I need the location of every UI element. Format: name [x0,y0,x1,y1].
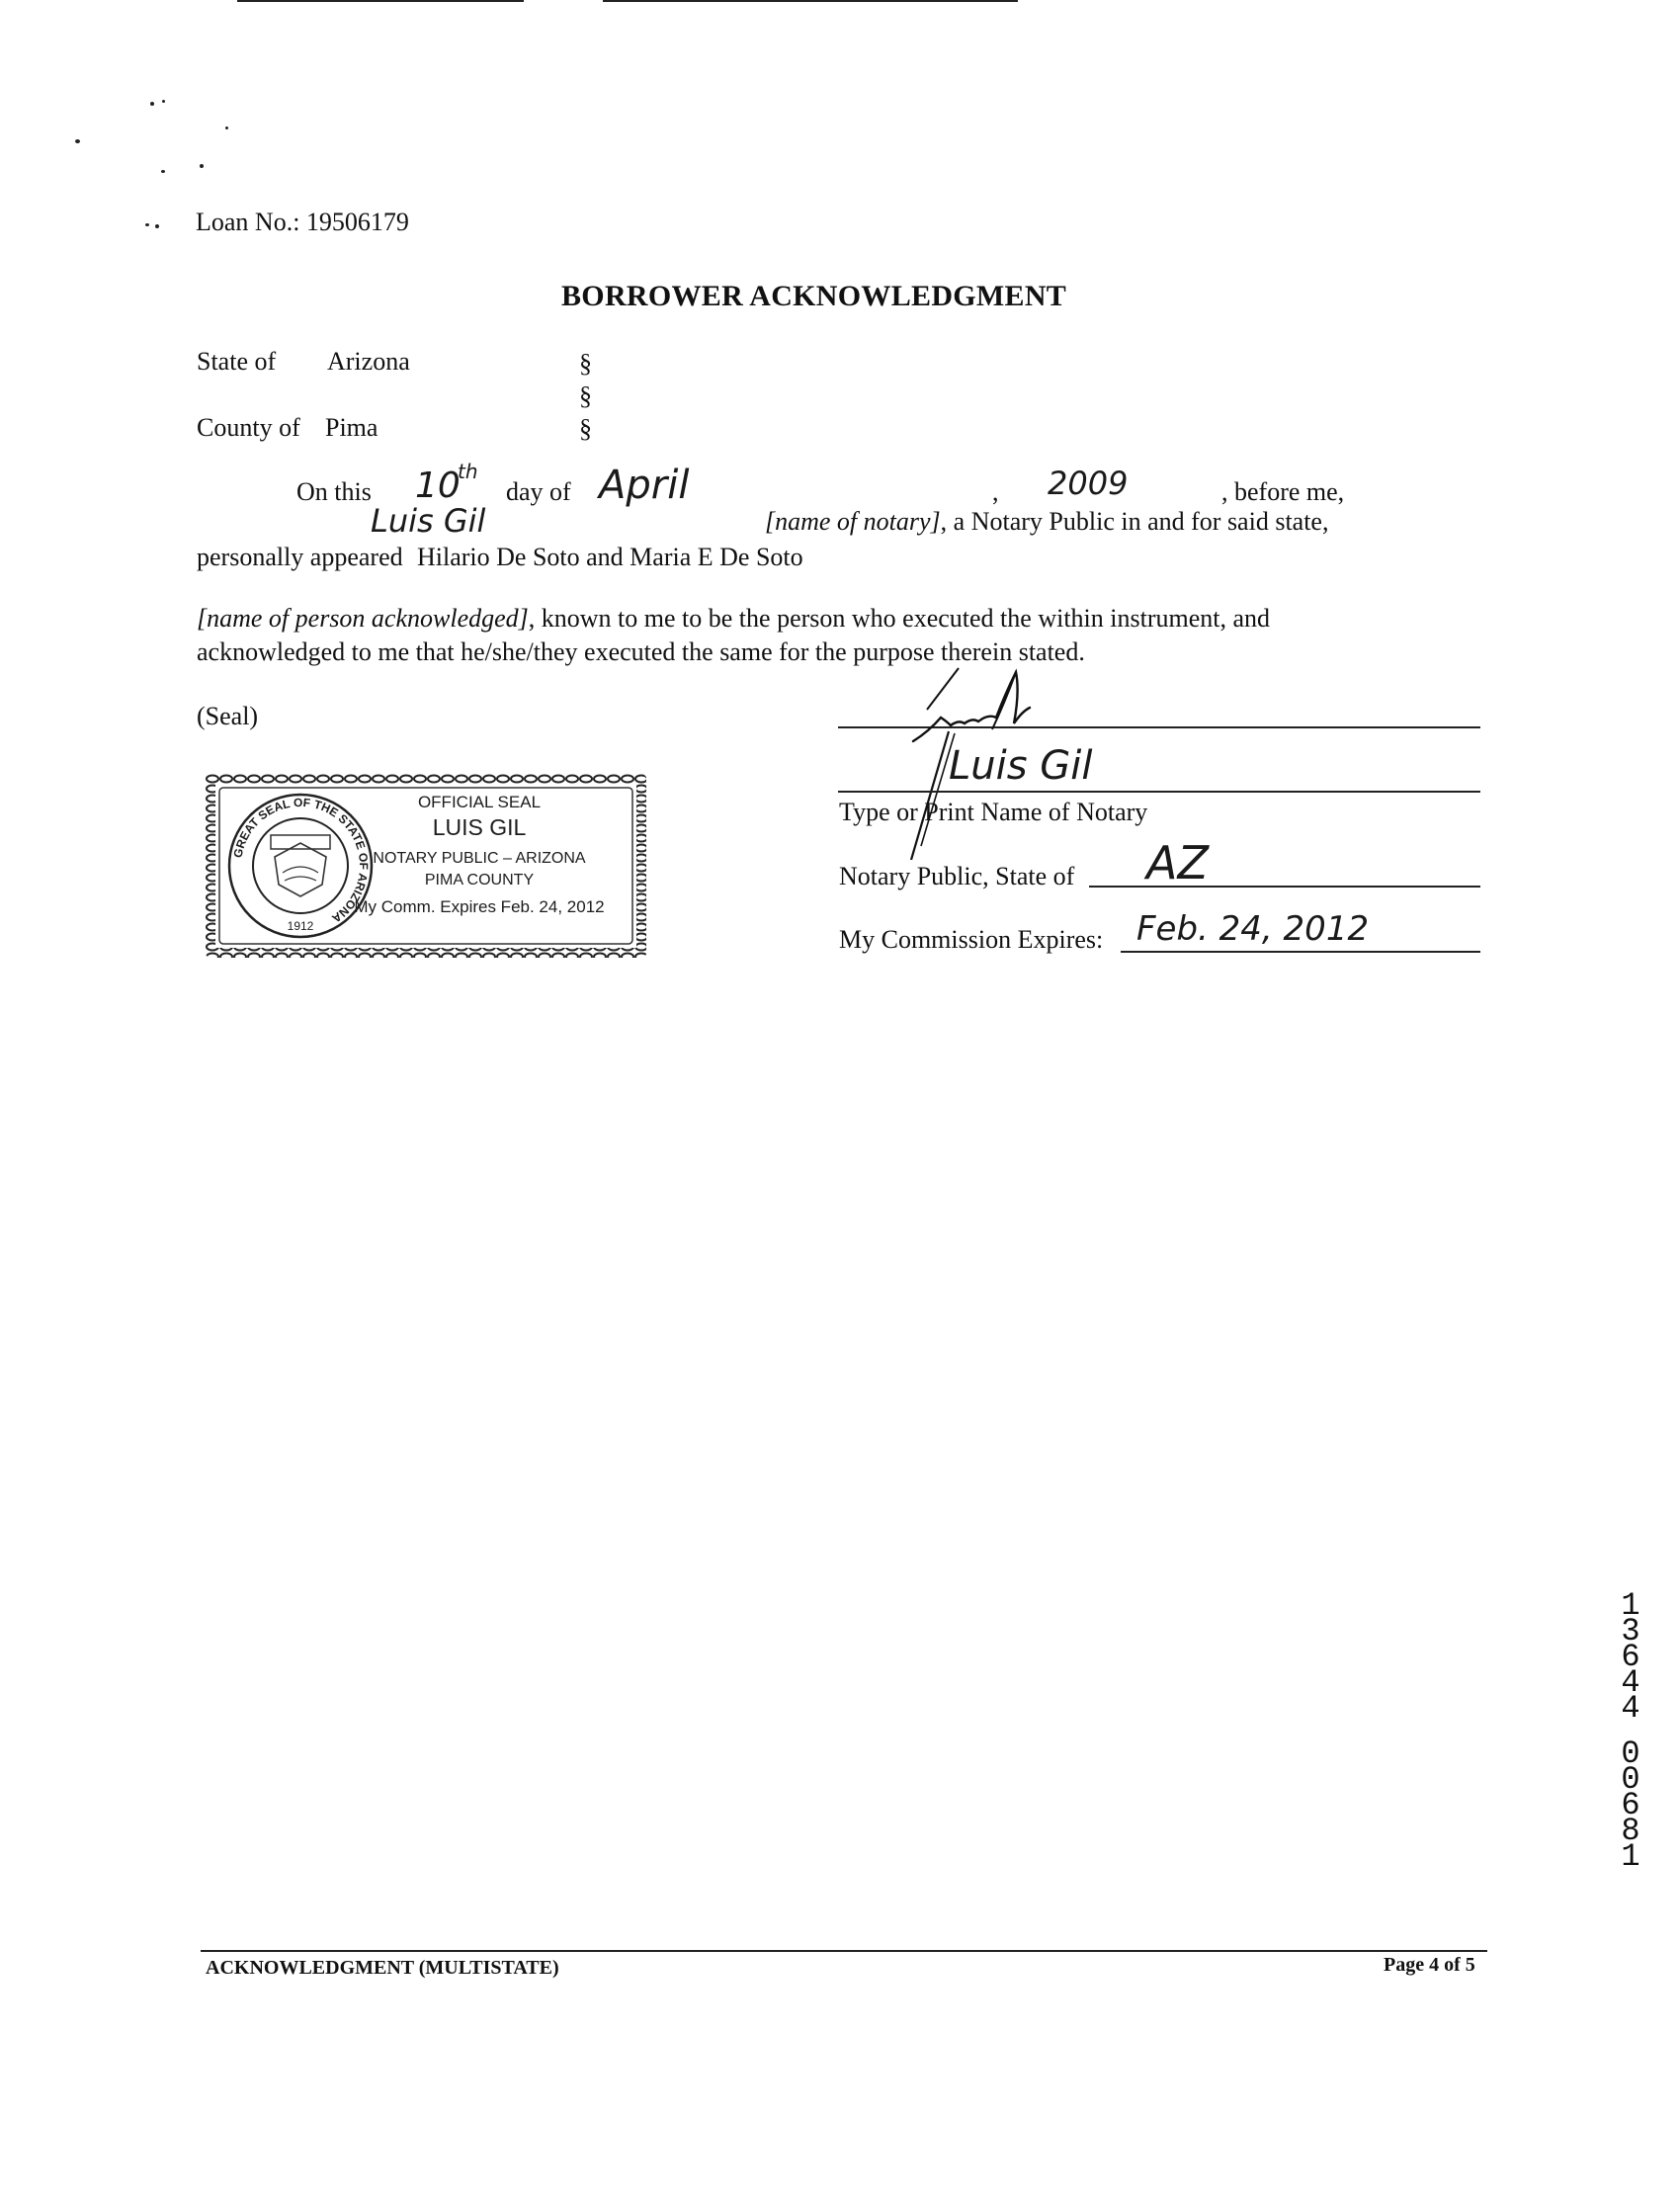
day-of-text: day of [506,477,571,506]
bates-digit: 4 [1621,1690,1640,1727]
bates-digit: 3 [1621,1613,1640,1650]
state-label: State of [197,347,277,376]
section-mark: § [579,349,592,378]
county-label: County of [197,413,300,442]
scan-speck [162,100,165,103]
handwritten-year: 2009 [1048,465,1129,502]
seal-ring-text: GREAT SEAL OF THE STATE OF ARIZONA [230,795,372,926]
name-of-notary-italic: [name of notary] [765,507,941,536]
top-scan-line [603,0,1018,2]
seal-ring-year: 1912 [287,919,314,933]
bates-number [1611,1587,1650,1875]
section-mark: § [579,381,592,410]
document-title: BORROWER ACKNOWLEDGMENT [561,280,1067,312]
bates-digit: 1 [1621,1587,1640,1624]
seal-line-1: OFFICIAL SEAL [417,793,542,811]
known-text: , known to me to be the person who executed the within instrument, and [528,604,1271,633]
county-value: Pima [325,413,378,442]
scan-speck [150,102,154,106]
personally-appeared-text: personally appeared [197,543,403,571]
state-value: Arizona [327,347,410,376]
seal-line-5: My Comm. Expires Feb. 24, 2012 [354,897,605,916]
bates-digit: 8 [1621,1813,1640,1849]
notary-state-line [1089,886,1480,888]
printed-name-line [838,791,1480,793]
commission-expires-label: My Commission Expires: [839,925,1104,954]
name-of-person-italic: [name of person acknowledged] [197,604,529,633]
scan-speck [225,127,228,129]
before-me-text: , before me, [1221,477,1345,506]
acknowledged-line-1 [197,604,1270,634]
handwritten-notary-name: Luis Gil [371,502,486,540]
seal-label: (Seal) [197,702,259,730]
seal-line-4: PIMA COUNTY [424,872,535,889]
scan-speck [161,170,165,173]
acknowledged-line-2: acknowledged to me that he/she/they executed the same for the purpose therein stated. [197,637,1085,666]
seal-graphic [206,774,646,958]
bates-digit: 0 [1621,1736,1640,1772]
bates-digit: 6 [1621,1639,1640,1675]
handwritten-month: April [599,463,690,508]
handwritten-printed-name: Luis Gil [949,743,1093,789]
comma: , [992,477,999,506]
official-notary-seal [206,774,646,958]
bates-digit: 0 [1621,1761,1640,1798]
seal-line-2: LUIS GIL [432,814,527,840]
scan-speck [200,164,204,168]
commission-expires-line [1121,951,1480,953]
scan-speck [155,224,159,228]
handwritten-day: 10 [415,466,461,506]
loan-number: 19506179 [305,208,409,236]
scan-speck [75,139,80,143]
page-number: Page 4 of 5 [1384,1954,1475,1976]
top-scan-line [237,0,524,2]
notary-state-label: Notary Public, State of [839,862,1075,890]
notary-line [765,507,1328,537]
bates-digit: 4 [1621,1664,1640,1701]
handwritten-expiration: Feb. 24, 2012 [1136,909,1370,949]
scan-speck [145,223,149,226]
type-name-label: Type or Print Name of Notary [839,798,1148,826]
loan-label: Loan No.: [196,208,300,236]
bates-digit: 6 [1621,1787,1640,1823]
borrower-names: Hilario De Soto and Maria E De Soto [417,543,803,571]
handwritten-state: AZ [1146,836,1209,889]
seal-line-3: NOTARY PUBLIC – ARIZONA [373,850,586,867]
bates-digit: 1 [1621,1838,1640,1875]
footer-rule [201,1950,1487,1952]
notary-public-text: , a Notary Public in and for said state, [940,507,1329,536]
loan-number-line [196,208,409,237]
footer-title: ACKNOWLEDGMENT (MULTISTATE) [206,1957,559,1979]
section-mark: § [579,414,592,443]
on-this-text: On this [296,477,372,506]
handwritten-day-suffix: th [458,460,478,483]
